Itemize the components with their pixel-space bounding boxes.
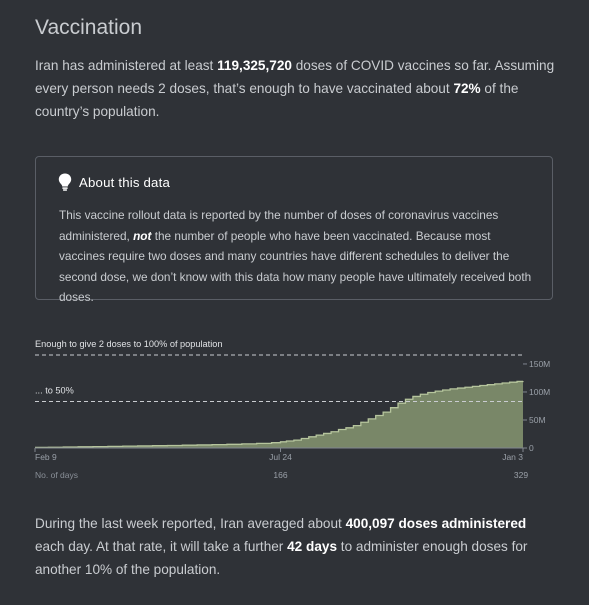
reference-label: ... to 50% xyxy=(35,385,74,396)
about-emphasis: not xyxy=(133,228,152,243)
chart-svg xyxy=(0,330,589,490)
outro-text-1: During the last week reported, Iran averaged about xyxy=(35,516,346,531)
population-percent: 72% xyxy=(453,81,481,96)
y-tick-label: 150M xyxy=(529,358,551,369)
total-doses: 119,325,720 xyxy=(217,58,292,73)
x-tick-date: Jul 24 xyxy=(269,452,292,462)
daily-average: 400,097 doses administered xyxy=(345,516,527,531)
intro-text-1: Iran has administered at least xyxy=(35,58,218,73)
outro-text-2: each day. At that rate, it will take a further xyxy=(35,539,288,554)
days-remaining: 42 days xyxy=(287,539,338,554)
x-tick-date: Feb 9 xyxy=(35,452,57,462)
x-tick-day-number: 166 xyxy=(273,470,288,480)
section-title: Vaccination xyxy=(35,16,143,39)
about-data-box xyxy=(35,156,553,305)
reference-label: Enough to give 2 doses to 100% of population xyxy=(35,339,223,349)
about-text-2: the number of people who have been vaccinated. Because most vaccines require two doses and many countries have different schedules to deliver the second dose, we don’t know with this data how many people have ultimately received both doses. xyxy=(59,228,532,305)
y-tick-label: 50M xyxy=(529,414,546,425)
intro-text-2: doses of COVID vaccines so far. Assuming every person needs 2 doses, that’s enough to have vaccinated about xyxy=(35,58,555,96)
x-unit-label: No. of days xyxy=(35,470,78,480)
about-title: About this data xyxy=(79,174,170,190)
about-text-1: This vaccine rollout data is reported by the number of doses of coronavirus vaccines administered, xyxy=(59,208,499,243)
intro-text-3: of the country’s population. xyxy=(35,81,519,119)
y-tick-label: 100M xyxy=(529,386,551,397)
lightbulb-icon xyxy=(58,173,72,191)
y-tick-label: 0 xyxy=(529,443,534,453)
x-tick-day-number: 329 xyxy=(513,470,529,480)
intro-paragraph xyxy=(35,54,555,123)
doses-chart xyxy=(0,330,589,490)
about-header xyxy=(58,173,170,191)
outro-paragraph xyxy=(35,512,555,581)
x-tick-date: Jan 3 xyxy=(502,452,523,462)
doses-area xyxy=(35,381,523,448)
about-text xyxy=(59,205,539,308)
outro-text-3: to administer enough doses for another 10% of the population. xyxy=(35,539,528,577)
